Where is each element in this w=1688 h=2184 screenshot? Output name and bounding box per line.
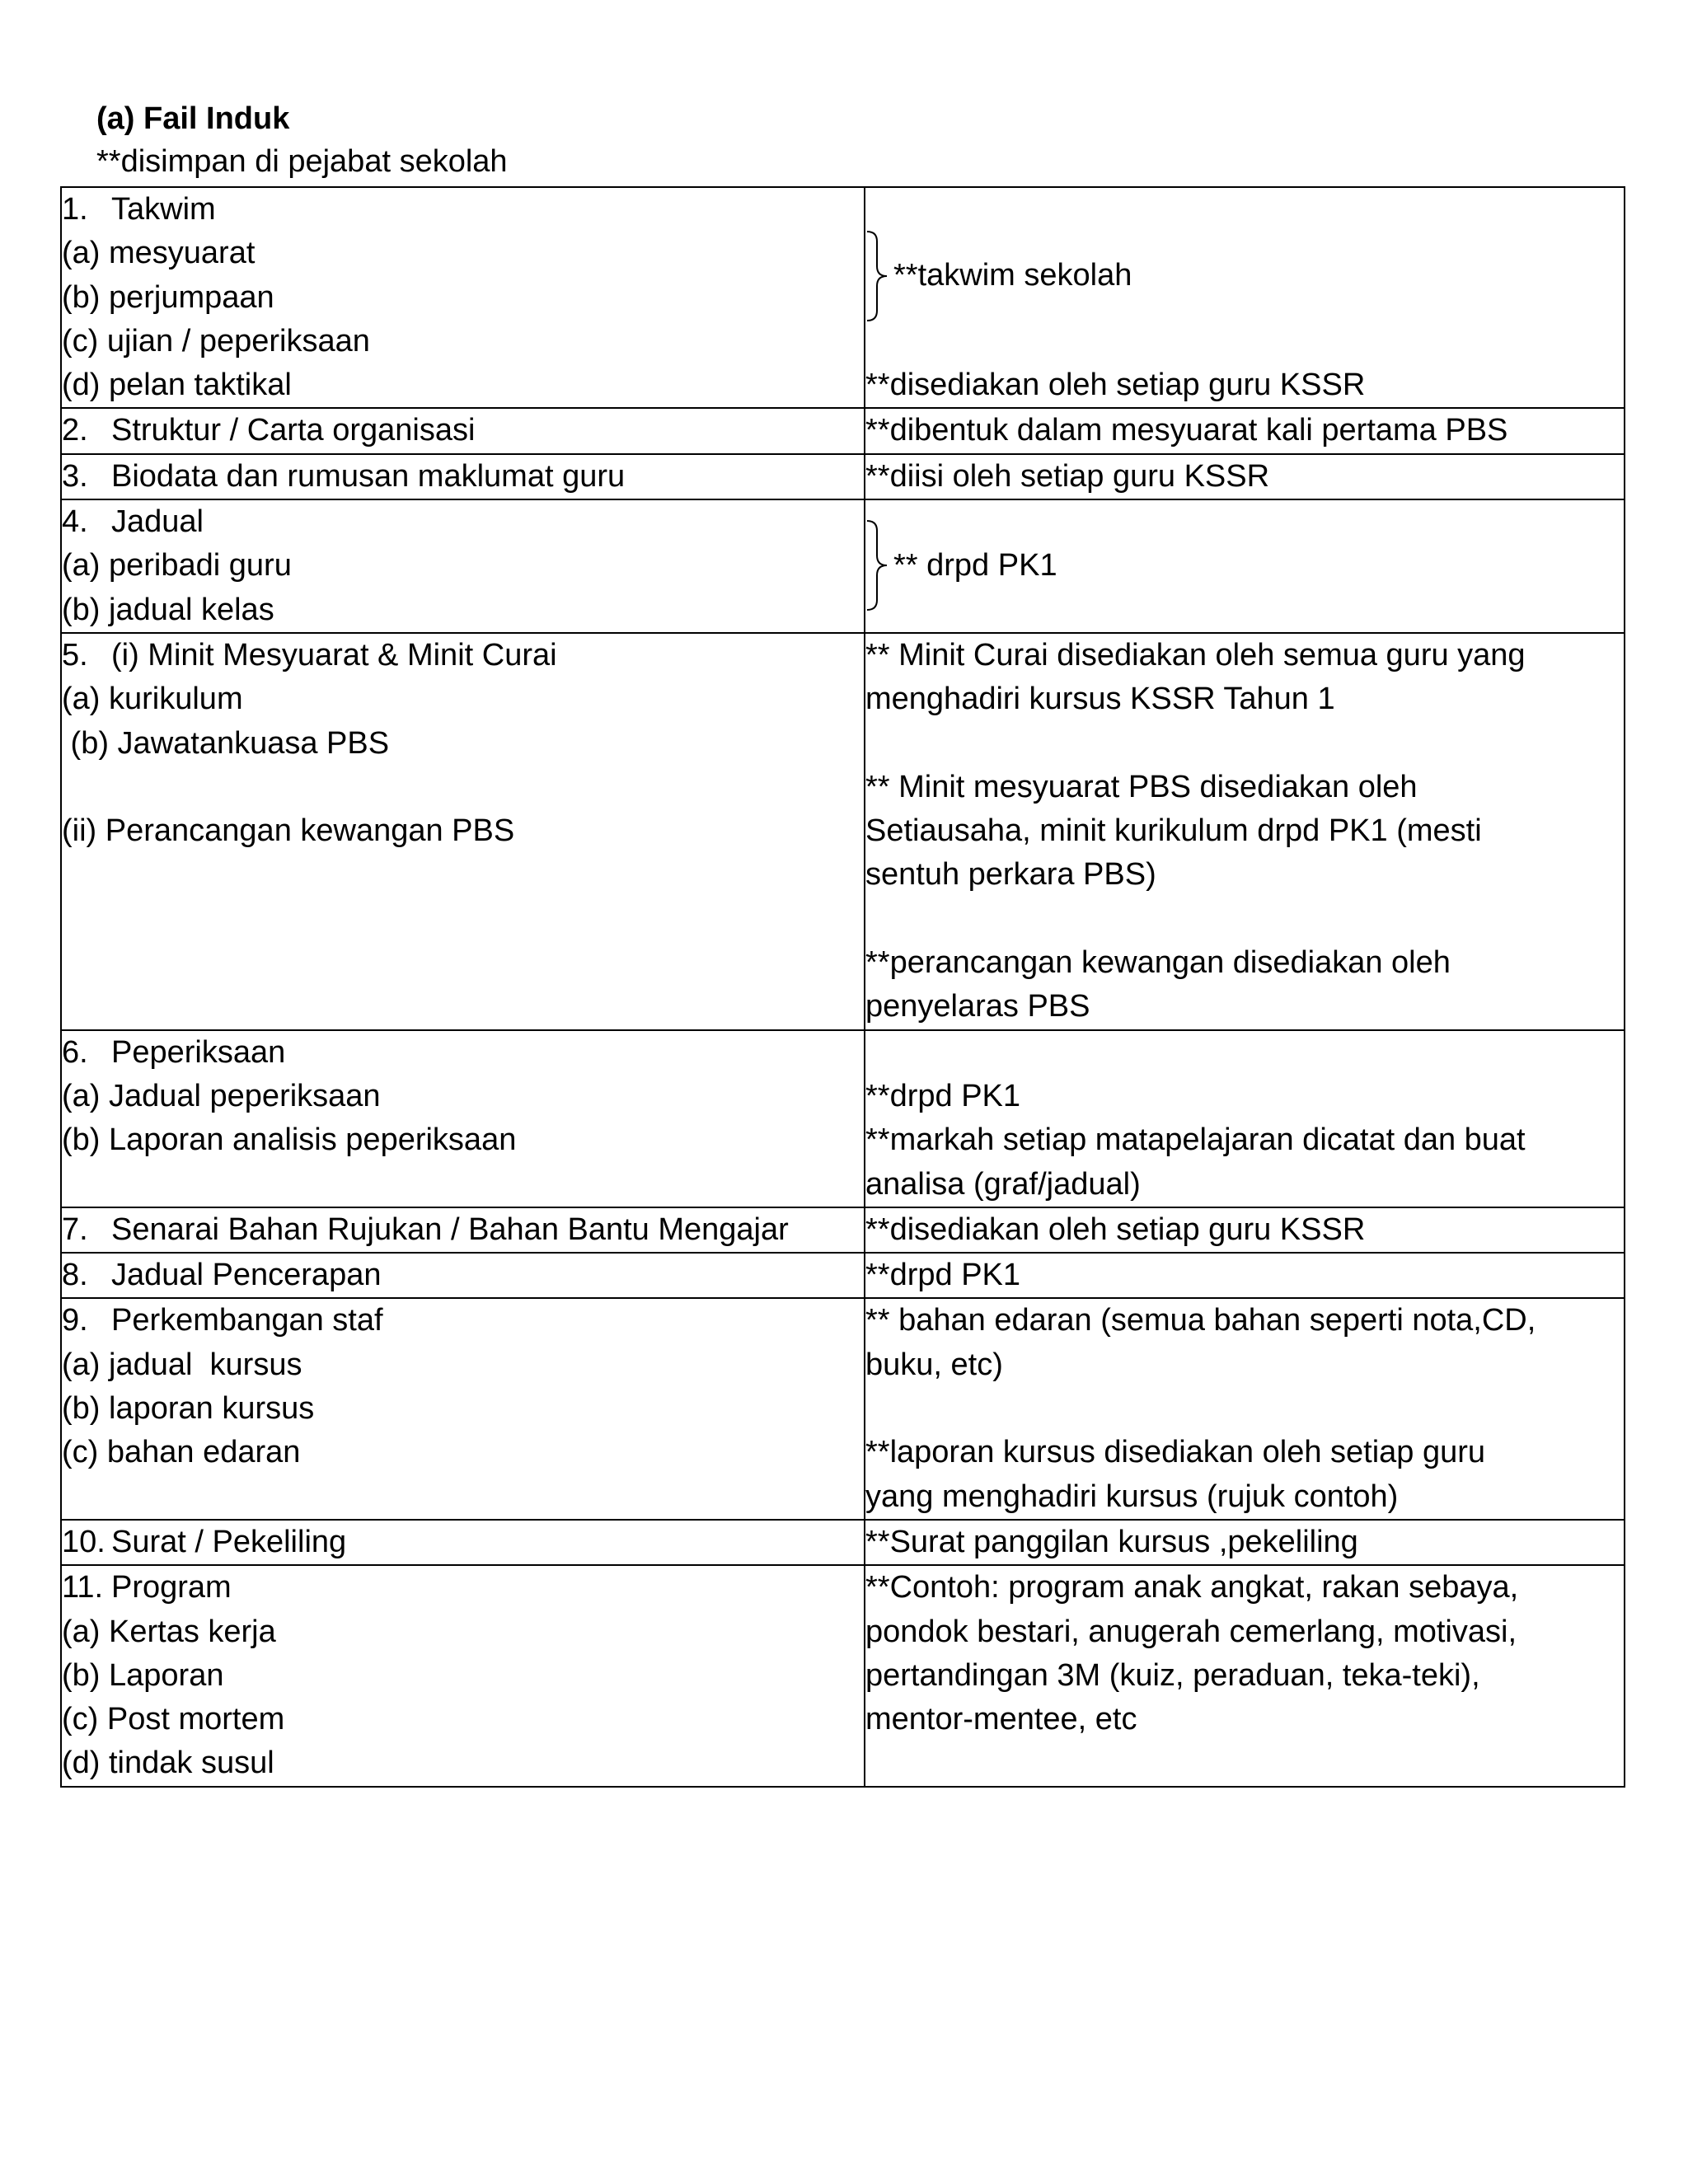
left-cell — [61, 633, 865, 1030]
item-number: 2. — [62, 413, 88, 448]
left-cell — [61, 1207, 865, 1253]
item-number: 9. — [62, 1303, 88, 1338]
table-row — [61, 633, 1625, 1030]
table-row — [61, 1030, 1625, 1207]
left-cell — [61, 1253, 865, 1298]
note-line: mentor-mentee, etc — [865, 1702, 1137, 1737]
note-line: buku, etc) — [865, 1347, 1003, 1382]
sub-item: (a) peribadi guru — [62, 548, 292, 583]
sub-item: (c) bahan edaran — [62, 1435, 301, 1470]
note-line: **perancangan kewangan disediakan oleh — [865, 945, 1451, 981]
left-cell — [61, 454, 865, 499]
note-text: **drpd PK1 — [865, 1258, 1021, 1293]
sub-item: (b) jadual kelas — [62, 592, 274, 627]
left-cell — [61, 1565, 865, 1786]
sub-item: (d) tindak susul — [62, 1746, 274, 1781]
section-subheading: **disimpan di pejabat sekolah — [96, 144, 508, 179]
item-title: Peperiksaan — [111, 1034, 286, 1070]
note-line: penyelaras PBS — [865, 989, 1090, 1024]
note-line: **drpd PK1 — [865, 1078, 1021, 1113]
sub-item: (d) pelan taktikal — [62, 368, 292, 403]
item-title: Jadual — [111, 504, 204, 540]
left-cell — [61, 408, 865, 453]
sub-item: (a) mesyuarat — [62, 236, 256, 271]
table-row — [61, 454, 1625, 499]
sub-item: (c) ujian / peperiksaan — [62, 323, 370, 359]
item-number: 1. — [62, 192, 88, 227]
item-title: Senarai Bahan Rujukan / Bahan Bantu Mengajar — [111, 1212, 789, 1247]
note-line: Setiausaha, minit kurikulum drpd PK1 (mesti — [865, 813, 1482, 849]
item-number: 5. — [62, 637, 88, 673]
item-number: 11. — [62, 1570, 104, 1605]
sub-item: (b) Laporan analisis peperiksaan — [62, 1122, 517, 1158]
note-line: **Contoh: program anak angkat, rakan sebaya, — [865, 1570, 1519, 1605]
note-line — [865, 1031, 1624, 1075]
note-line — [865, 898, 1624, 941]
note-line: ** Minit mesyuarat PBS disediakan oleh — [865, 769, 1418, 804]
note-line: pondok bestari, anugerah cemerlang, motivasi, — [865, 1614, 1517, 1649]
item-number: 7. — [62, 1212, 88, 1247]
right-cell — [865, 454, 1625, 499]
item-title: Struktur / Carta organisasi — [111, 413, 476, 448]
right-cell — [865, 1207, 1625, 1253]
sub-item: (b) Jawatankuasa PBS — [62, 725, 390, 761]
left-cell — [61, 187, 865, 408]
item-number: 10. — [62, 1524, 106, 1559]
item-title: Surat / Pekeliling — [111, 1524, 347, 1559]
item-number: 4. — [62, 504, 88, 540]
right-cell — [865, 1520, 1625, 1565]
sub-item: (a) jadual kursus — [62, 1347, 302, 1382]
table-row — [61, 1207, 1625, 1253]
sub-item: (ii) Perancangan kewangan PBS — [62, 813, 515, 849]
note-line — [865, 1387, 1624, 1431]
note-line: pertandingan 3M (kuiz, peraduan, teka-teki), — [865, 1657, 1480, 1693]
item-title: Program — [111, 1570, 232, 1605]
right-cell — [865, 1298, 1625, 1519]
fail-induk-table — [60, 186, 1625, 1788]
table-row — [61, 1298, 1625, 1519]
note-line: **laporan kursus disediakan oleh setiap guru — [865, 1435, 1486, 1470]
sub-item — [62, 766, 864, 809]
note-text: **dibentuk dalam mesyuarat kali pertama PBS — [865, 413, 1508, 448]
brace-note: **takwim sekolah — [893, 257, 1132, 293]
item-number: 8. — [62, 1258, 88, 1293]
item-title: Jadual Pencerapan — [111, 1258, 382, 1293]
note-line: ** bahan edaran (semua bahan seperti nota,CD, — [865, 1303, 1536, 1338]
note-line: menghadiri kursus KSSR Tahun 1 — [865, 682, 1335, 717]
sub-item: (b) Laporan — [62, 1657, 224, 1693]
right-cell — [865, 1253, 1625, 1298]
sub-item: (a) Jadual peperiksaan — [62, 1078, 381, 1113]
note-text: **diisi oleh setiap guru KSSR — [865, 458, 1270, 494]
right-cell — [865, 408, 1625, 453]
sub-item: (a) Kertas kerja — [62, 1614, 276, 1649]
curly-brace-icon — [865, 230, 890, 322]
note-line: ** Minit Curai disediakan oleh semua guru yang — [865, 637, 1526, 673]
note-text: **Surat panggilan kursus ,pekeliling — [865, 1524, 1358, 1559]
right-cell — [865, 1565, 1625, 1786]
right-cell — [865, 499, 1625, 633]
note-line — [865, 722, 1624, 766]
sub-item: (b) perjumpaan — [62, 279, 274, 315]
left-cell — [61, 1030, 865, 1207]
item-number: 6. — [62, 1034, 88, 1070]
note-line: sentuh perkara PBS) — [865, 857, 1156, 893]
sub-item: (b) laporan kursus — [62, 1391, 315, 1427]
item-title: Takwim — [111, 192, 216, 227]
table-row — [61, 408, 1625, 453]
table-row — [61, 1520, 1625, 1565]
note-line: analisa (graf/jadual) — [865, 1166, 1141, 1202]
table-row — [61, 1253, 1625, 1298]
item-title: Biodata dan rumusan maklumat guru — [111, 458, 626, 494]
table-row — [61, 187, 1625, 408]
note-text: **disediakan oleh setiap guru KSSR — [865, 368, 1366, 403]
left-cell — [61, 499, 865, 633]
right-cell — [865, 633, 1625, 1030]
sub-item: (c) Post mortem — [62, 1702, 285, 1737]
item-title: Perkembangan staf — [111, 1303, 383, 1338]
table-row — [61, 1565, 1625, 1786]
item-number: 3. — [62, 458, 88, 494]
right-cell — [865, 1030, 1625, 1207]
note-text: **disediakan oleh setiap guru KSSR — [865, 1212, 1366, 1247]
section-heading: (a) Fail Induk — [96, 101, 290, 136]
curly-brace-icon — [865, 519, 890, 612]
left-cell — [61, 1298, 865, 1519]
right-cell — [865, 187, 1625, 408]
note-line: yang menghadiri kursus (rujuk contoh) — [865, 1479, 1399, 1514]
left-cell — [61, 1520, 865, 1565]
sub-item: (a) kurikulum — [62, 682, 243, 717]
brace-note: ** drpd PK1 — [893, 547, 1057, 583]
table-row — [61, 499, 1625, 633]
item-title: (i) Minit Mesyuarat & Minit Curai — [111, 637, 557, 673]
note-line: **markah setiap matapelajaran dicatat dan buat — [865, 1122, 1526, 1158]
